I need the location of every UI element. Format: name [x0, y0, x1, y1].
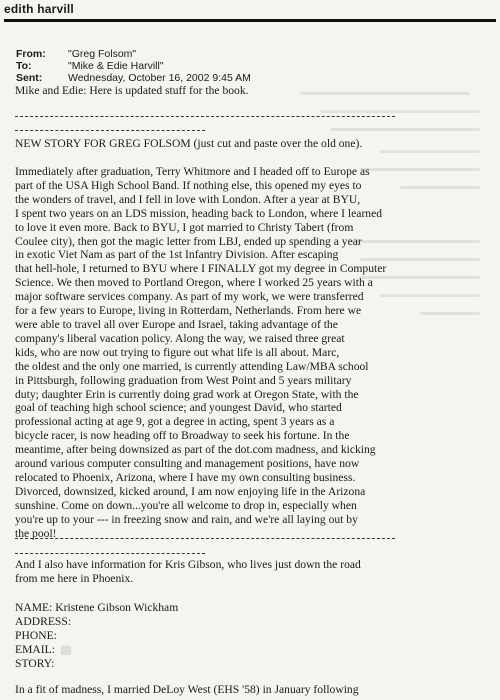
story-line: were able to travel all over Europe and Israel, taking advantage of the	[15, 317, 338, 331]
sent-value: Wednesday, October 16, 2002 9:45 AM	[68, 72, 251, 84]
email-label: EMAIL:	[15, 643, 55, 656]
separator-dashed	[15, 553, 205, 554]
to-label: To:	[16, 60, 32, 72]
story-line: duty; daughter Erin is currently doing grad work at Oregon State, with the	[15, 387, 359, 401]
from-label: From:	[16, 48, 46, 60]
redacted-mark	[61, 646, 71, 655]
kris-intro-line: from me here in Phoenix.	[15, 572, 134, 585]
story-line: relocated to Phoenix, Arizona, where I have my own consulting business.	[15, 470, 356, 484]
story-line: meantime, after being downsized as part of the dot.com madness, and kicking	[15, 443, 376, 457]
address-label: ADDRESS:	[15, 615, 72, 628]
to-value: "Mike & Edie Harvill"	[68, 60, 164, 72]
story-line: kids, who are now out trying to figure out what life is all about. Marc,	[15, 345, 340, 359]
story-label: STORY:	[15, 657, 55, 670]
story-line: Divorced, downsized, kicked around, I am now enjoying life in the Arizona	[15, 484, 366, 498]
story-line: for a few years to Europe, living in Rotterdam, Netherlands. From here we	[15, 304, 362, 318]
story-line: part of the USA High School Band. If nothing else, this opened my eyes to	[15, 178, 362, 192]
from-row	[16, 48, 251, 60]
story-line: I spent two years on an LDS mission, heading back to London, where I learned	[15, 206, 383, 220]
story-line: to love it even more. Back to BYU, I got married to Christy Tabert (from	[15, 220, 354, 234]
story-paragraph	[15, 165, 386, 540]
email-line	[15, 643, 71, 657]
separator-dashed	[15, 130, 205, 131]
kris-intro-line: And I also have information for Kris Gibson, who lives just down the road	[15, 558, 361, 571]
phone-label: PHONE:	[15, 629, 57, 642]
name-line: NAME: Kristene Gibson Wickham	[15, 601, 179, 614]
sent-row	[16, 72, 251, 84]
story-line: the pool!	[15, 526, 57, 540]
email-meta	[16, 48, 251, 84]
story-line: you're up to your --- in freezing snow and rain, and we're all laying out by	[15, 512, 358, 526]
story-line: around various computer consulting and management positions, have now	[15, 457, 360, 471]
greeting: Mike and Edie: Here is updated stuff for the book.	[15, 84, 249, 97]
story-line: Science. We then moved to Portland Oregon, where I worked 25 years with a	[15, 276, 373, 290]
story-line: Immediately after graduation, Terry Whitmore and I headed off to Europe as	[15, 165, 370, 178]
story-line: that hell-hole, I returned to BYU where I FINALLY got my degree in Computer	[15, 262, 387, 276]
separator-dashed	[15, 116, 395, 117]
account-header: edith harvill	[4, 2, 74, 16]
story-line: the wonders of travel, and I fell in love with London. After a year at BYU,	[15, 192, 361, 206]
header-rule	[4, 19, 496, 22]
story-line: in Pittsburgh, following graduation from West Point and 5 years military	[15, 373, 352, 387]
story-line: sunshine. Come on down...you're all welcome to drop in, especially when	[15, 498, 357, 512]
sent-label: Sent:	[16, 72, 43, 84]
to-row	[16, 60, 251, 72]
separator-dashed	[15, 538, 395, 539]
story-line: major software services company. As part of my work, we were transferred	[15, 290, 364, 304]
story-line: company's liberal vacation policy. Along the way, we raised three great	[15, 331, 345, 345]
story-line: bicycle racer, is now heading off to Broadway to seek his fortune. In the	[15, 429, 350, 443]
story-line: professional acting at age 9, got a degree in acting, spent 3 years as a	[15, 415, 335, 429]
from-value: "Greg Folsom"	[68, 48, 137, 60]
final-line: In a fit of madness, I married DeLoy West (EHS '58) in January following	[15, 683, 359, 696]
story-line: Coulee city), then got the magic letter from LBJ, ended up spending a year	[15, 234, 362, 248]
story-line: in exotic Viet Nam as part of the 1st Infantry Division. After escaping	[15, 248, 339, 262]
story-line: the oldest and the only one married, is currently attending Law/MBA school	[15, 359, 369, 373]
story-title: NEW STORY FOR GREG FOLSOM (just cut and paste over the old one).	[15, 137, 363, 150]
story-line: goal of teaching high school science; and youngest David, who started	[15, 401, 342, 415]
